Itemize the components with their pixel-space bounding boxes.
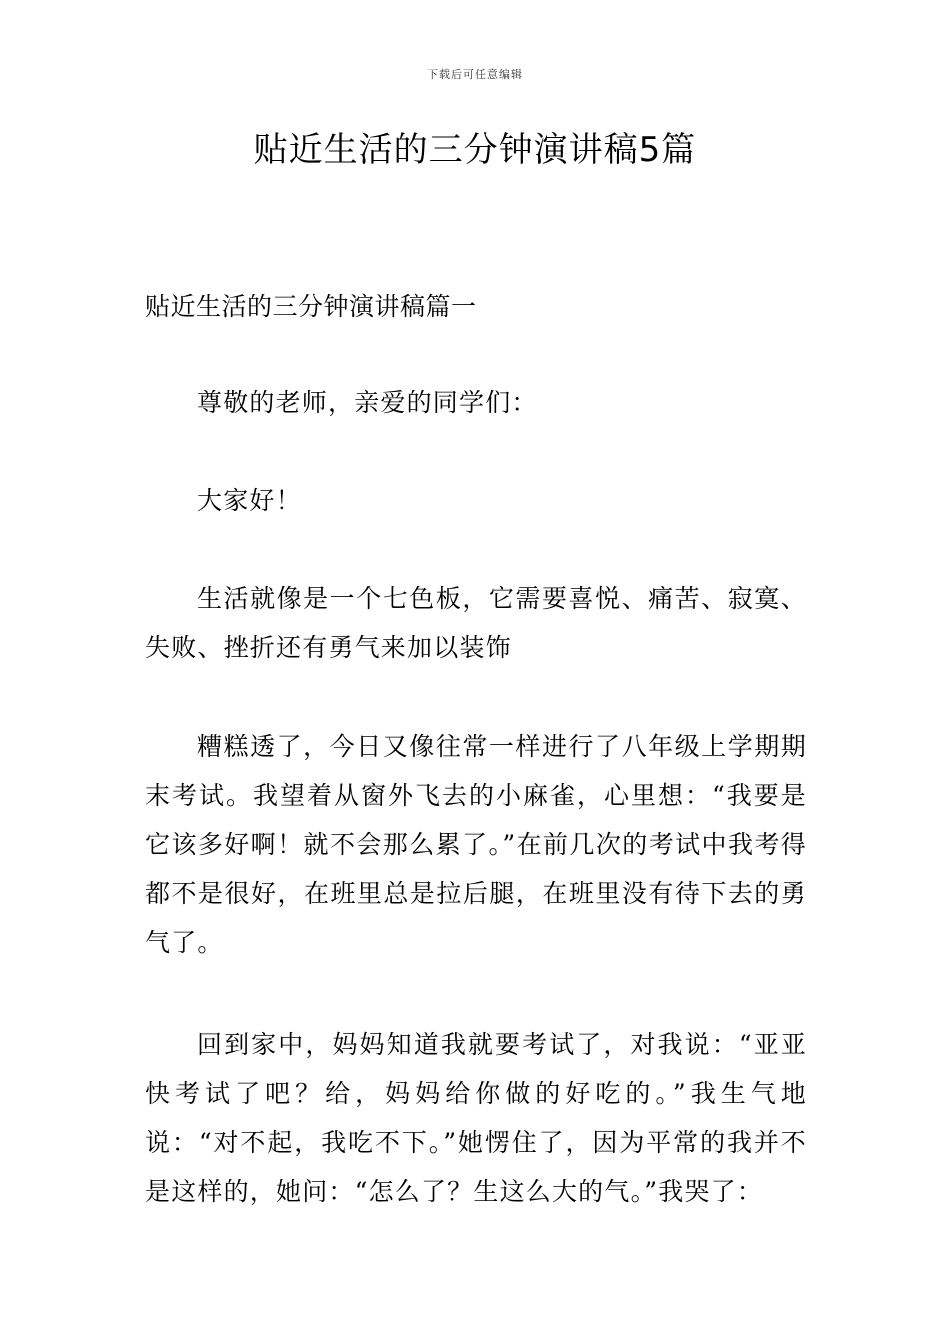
document-title: 贴近生活的三分钟演讲稿5篇 <box>253 130 697 170</box>
body-paragraph: 生活就像是一个七色板，它需要喜悦、痛苦、寂寞、失败、挫折还有勇气来加以装饰 <box>145 584 807 662</box>
greeting-paragraph: 大家好！ <box>197 486 302 515</box>
header-note: 下载后可任意编辑 <box>427 68 523 81</box>
salutation-paragraph: 尊敬的老师，亲爱的同学们： <box>197 388 538 417</box>
section-heading: 贴近生活的三分钟演讲稿篇一 <box>145 292 477 321</box>
body-paragraph: 糟糕透了，今日又像往常一样进行了八年级上学期期末考试。我望着从窗外飞去的小麻雀，心里想：“我要是它该多好啊！就不会那么累了。”在前几次的考试中我考得都不是很好，在班里总是拉后腿，在班里没有待下去的勇气了。 <box>145 732 807 957</box>
body-paragraph: 回到家中，妈妈知道我就要考试了，对我说：“亚亚快考试了吧？给，妈妈给你做的好吃的。”我生气地说：“对不起，我吃不下。”她愣住了，因为平常的我并不是这样的，她问：“怎么了？生这么大的气。”我哭了： <box>145 1030 807 1206</box>
